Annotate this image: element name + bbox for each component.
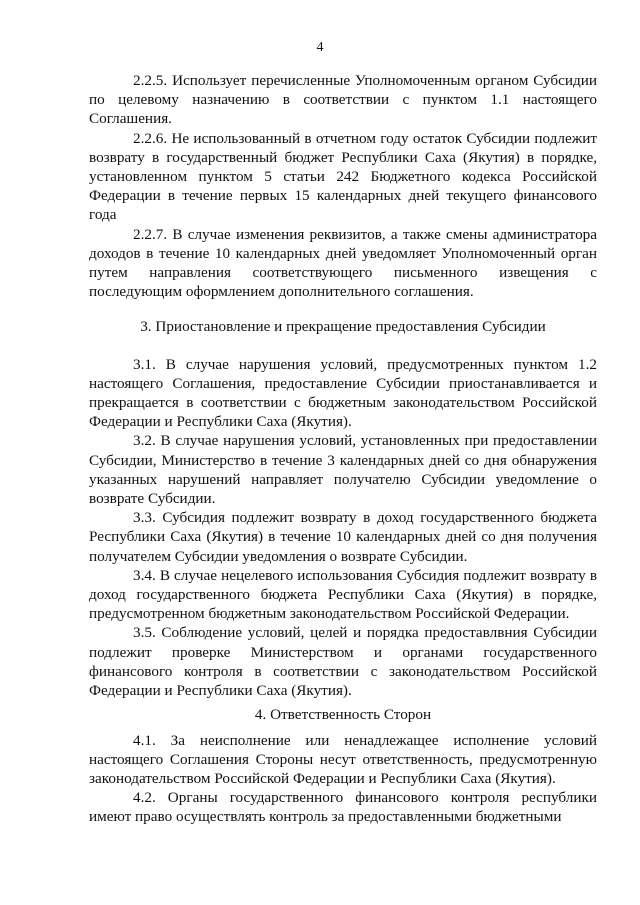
- clause-3-2: 3.2. В случае нарушения условий, установленных при предоставлении Субсидии, Министерство в течение 3 календарных дней со дня обнаружения указанных нарушений направляет получателю Субсидии уведомление о возврате Субсидии.: [89, 432, 597, 508]
- clause-3-5: 3.5. Соблюдение условий, целей и порядка предоставлвния Субсидии подлежит проверке Министерством и органами государственного финансового контроля в соответствии с законодательством Российской Федерации и Республики Саха (Якутия).: [89, 624, 597, 700]
- clause-2-2-7: 2.2.7. В случае изменения реквизитов, а также смены администратора доходов в течение 10 календарных дней уведомляет Уполномоченный орган путем направления соответствующего письменного извещения с последующим оформлением дополнительного соглашения.: [89, 225, 597, 301]
- section-4-heading: 4. Ответственность Сторон: [254, 706, 432, 724]
- page-number: 4: [316, 40, 324, 55]
- clause-3-4: 3.4. В случае нецелевого использования Субсидия подлежит возврату в доход государственного бюджета Республики Саха (Якутия) в порядке, предусмотренном бюджетным законодательством Российской Федерации.: [89, 566, 597, 623]
- clause-2-2-5: 2.2.5. Использует перечисленные Уполномоченным органом Субсидии по целевому назначению в соответствии с пунктом 1.1 настоящего Соглашения.: [89, 72, 597, 128]
- clause-2-2-6: 2.2.6. Не использованный в отчетном году остаток Субсидии подлежит возврату в государственный бюджет Республики Саха (Якутия) в порядке, установленном пунктом 5 статьи 242 Бюджетного кодекса Российской Федерации в течение первых 15 календарных дней текущего финансового года: [89, 129, 597, 224]
- clause-4-2: 4.2. Органы государственного финансового контроля республики имеют право осуществлять контроль за предоставленными бюджетными: [89, 789, 597, 826]
- clause-3-1: 3.1. В случае нарушения условий, предусмотренных пунктом 1.2 настоящего Соглашения, предоставление Субсидии приостанавливается и прекращается в соответствии с бюджетным законодательством Российской Федерации и Республики Саха (Якутия).: [89, 355, 597, 431]
- section-3-heading: 3. Приостановление и прекращение предоставления Субсидии: [140, 318, 546, 336]
- clause-4-1: 4.1. За неисполнение или ненадлежащее исполнение условий настоящего Соглашения Стороны несут ответственность, предусмотренную законодательством Российской Федерации и Республики Саха (Якутия).: [89, 731, 597, 787]
- clause-3-3: 3.3. Субсидия подлежит возврату в доход государственного бюджета Республики Саха (Якутия) в течение 10 календарных дней со дня получения получателем Субсидии уведомления о возврате Субсидии.: [89, 509, 597, 565]
- document-body: [89, 71, 597, 827]
